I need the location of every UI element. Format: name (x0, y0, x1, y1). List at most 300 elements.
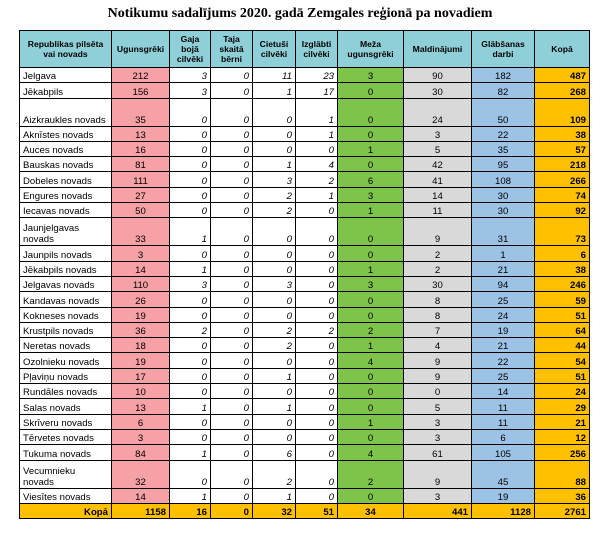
cell-gaja-boja: 0 (170, 460, 211, 488)
cell-gaja-boja: 0 (170, 292, 211, 307)
cell-kopa: 21 (535, 414, 590, 429)
cell-ugunsgreki: 27 (112, 187, 170, 202)
cell-cietusi: 0 (253, 246, 296, 261)
cell-glabsanas-darbi: 22 (472, 353, 535, 368)
cell-izglabti: 23 (296, 68, 338, 83)
cell-meza-ugunsgreki: 3 (338, 68, 404, 83)
cell-glabsanas-darbi: 31 (472, 218, 535, 246)
cell-meza-ugunsgreki: 1 (338, 261, 404, 276)
cell-izglabti: 1 (296, 126, 338, 141)
cell-ugunsgreki: 111 (112, 172, 170, 187)
cell-izglabti: 0 (296, 460, 338, 488)
cell-meza-ugunsgreki: 1 (338, 338, 404, 353)
cell-maldinajumi: 9 (404, 353, 472, 368)
cell-cietusi: 0 (253, 384, 296, 399)
cell-izglabti: 0 (296, 246, 338, 261)
cell-maldinajumi: 2 (404, 261, 472, 276)
table-row (20, 292, 590, 307)
cell-cietusi: 0 (253, 218, 296, 246)
cell-gaja-boja: 0 (170, 126, 211, 141)
cell-kopa: 218 (535, 157, 590, 172)
cell-gaja-boja: 0 (170, 338, 211, 353)
cell-meza-ugunsgreki: 4 (338, 353, 404, 368)
cell-glabsanas-darbi: 1 (472, 246, 535, 261)
cell-region-name: Auces novads (20, 141, 112, 156)
cell-izglabti: 0 (296, 261, 338, 276)
cell-region-name: Aknīstes novads (20, 126, 112, 141)
cell-glabsanas-darbi: 11 (472, 399, 535, 414)
cell-kopa: 54 (535, 353, 590, 368)
cell-cietusi: 3 (253, 172, 296, 187)
cell-kopa: 266 (535, 172, 590, 187)
cell-gaja-boja: 3 (170, 68, 211, 83)
cell-kopa: 51 (535, 368, 590, 383)
cell-region-name: Bauskas novads (20, 157, 112, 172)
cell-gaja-boja: 0 (170, 203, 211, 218)
cell-glabsanas-darbi: 30 (472, 187, 535, 202)
cell-izglabti: 0 (296, 218, 338, 246)
table-row (20, 83, 590, 98)
cell-cietusi: 1 (253, 368, 296, 383)
cell-region-name: Jaunpils novads (20, 246, 112, 261)
col-header-kopa: Kopā (535, 31, 590, 68)
cell-region-name: Salas novads (20, 399, 112, 414)
cell-gaja-boja: 2 (170, 322, 211, 337)
cell-berni: 0 (211, 261, 253, 276)
cell-cietusi: 0 (253, 414, 296, 429)
table-row (20, 322, 590, 337)
table-row (20, 141, 590, 156)
table-row (20, 384, 590, 399)
cell-region-name: Jaunjelgavas novads (20, 218, 112, 246)
total-row (20, 503, 590, 518)
cell-maldinajumi: 41 (404, 172, 472, 187)
cell-maldinajumi: 5 (404, 399, 472, 414)
table-row (20, 368, 590, 383)
cell-maldinajumi: 4 (404, 338, 472, 353)
cell-meza-ugunsgreki: 1 (338, 414, 404, 429)
table-body (20, 68, 590, 519)
cell-ugunsgreki: 110 (112, 276, 170, 291)
cell-region-name: Jēkabpils novads (20, 261, 112, 276)
table-row (20, 203, 590, 218)
table-row (20, 261, 590, 276)
cell-izglabti: 4 (296, 157, 338, 172)
total-label: Kopā (20, 503, 112, 518)
table-row (20, 276, 590, 291)
cell-kopa: 109 (535, 98, 590, 126)
cell-ugunsgreki: 10 (112, 384, 170, 399)
table-row (20, 429, 590, 444)
cell-gaja-boja: 1 (170, 488, 211, 503)
cell-gaja-boja: 1 (170, 261, 211, 276)
cell-meza-ugunsgreki: 3 (338, 187, 404, 202)
cell-maldinajumi: 30 (404, 276, 472, 291)
table-header (20, 31, 590, 68)
cell-maldinajumi: 3 (404, 126, 472, 141)
cell-meza-ugunsgreki: 0 (338, 83, 404, 98)
cell-berni: 0 (211, 276, 253, 291)
cell-region-name: Tukuma novads (20, 445, 112, 460)
table-row (20, 246, 590, 261)
cell-maldinajumi: 90 (404, 68, 472, 83)
cell-meza-ugunsgreki: 0 (338, 246, 404, 261)
cell-izglabti: 2 (296, 322, 338, 337)
cell-cietusi: 11 (253, 68, 296, 83)
cell-cietusi: 1 (253, 157, 296, 172)
cell-kopa: 487 (535, 68, 590, 83)
cell-izglabti: 0 (296, 429, 338, 444)
incidents-table (19, 30, 590, 519)
table-row (20, 460, 590, 488)
cell-ugunsgreki: 81 (112, 157, 170, 172)
cell-region-name: Aizkraukles novads (20, 98, 112, 126)
cell-glabsanas-darbi: 24 (472, 307, 535, 322)
cell-berni: 0 (211, 203, 253, 218)
cell-maldinajumi: 30 (404, 83, 472, 98)
cell-meza-ugunsgreki: 3 (338, 276, 404, 291)
cell-izglabti: 17 (296, 83, 338, 98)
cell-gaja-boja: 1 (170, 218, 211, 246)
cell-ugunsgreki: 50 (112, 203, 170, 218)
cell-maldinajumi: 5 (404, 141, 472, 156)
cell-izglabti: 0 (296, 338, 338, 353)
col-header-gaja-boja: Gaja bojā cilvēki (170, 31, 211, 68)
cell-ugunsgreki: 16 (112, 141, 170, 156)
col-header-maldinajumi: Maldinājumi (404, 31, 472, 68)
cell-izglabti: 1 (296, 98, 338, 126)
cell-ugunsgreki: 35 (112, 98, 170, 126)
cell-ugunsgreki: 84 (112, 445, 170, 460)
cell-region-name: Jelgava (20, 68, 112, 83)
cell-kopa: 256 (535, 445, 590, 460)
cell-kopa: 268 (535, 83, 590, 98)
cell-maldinajumi: 8 (404, 307, 472, 322)
cell-glabsanas-darbi: 11 (472, 414, 535, 429)
cell-izglabti: 0 (296, 368, 338, 383)
cell-ugunsgreki: 6 (112, 414, 170, 429)
cell-gaja-boja: 1 (170, 399, 211, 414)
cell-maldinajumi: 9 (404, 218, 472, 246)
cell-kopa: 36 (535, 488, 590, 503)
cell-glabsanas-darbi: 94 (472, 276, 535, 291)
cell-maldinajumi: 3 (404, 488, 472, 503)
table-row (20, 157, 590, 172)
cell-berni: 0 (211, 141, 253, 156)
cell-gaja-boja: 0 (170, 157, 211, 172)
cell-kopa: 12 (535, 429, 590, 444)
cell-region-name: Engures novads (20, 187, 112, 202)
cell-gaja-boja: 0 (170, 414, 211, 429)
cell-cietusi: 1 (253, 83, 296, 98)
cell-maldinajumi: 3 (404, 414, 472, 429)
cell-gaja-boja: 3 (170, 83, 211, 98)
cell-meza-ugunsgreki: 0 (338, 399, 404, 414)
cell-cietusi: 0 (253, 261, 296, 276)
cell-berni: 0 (211, 172, 253, 187)
table-row (20, 187, 590, 202)
cell-cietusi: 0 (253, 307, 296, 322)
cell-cietusi: 0 (253, 126, 296, 141)
table-row (20, 307, 590, 322)
cell-region-name: Dobeles novads (20, 172, 112, 187)
cell-cietusi: 2 (253, 322, 296, 337)
cell-meza-ugunsgreki: 0 (338, 157, 404, 172)
cell-maldinajumi: 42 (404, 157, 472, 172)
cell-cietusi: 2 (253, 460, 296, 488)
cell-region-name: Krustpils novads (20, 322, 112, 337)
cell-ugunsgreki: 18 (112, 338, 170, 353)
cell-ugunsgreki: 13 (112, 399, 170, 414)
cell-berni: 0 (211, 429, 253, 444)
cell-izglabti: 0 (296, 307, 338, 322)
cell-meza-ugunsgreki: 1 (338, 203, 404, 218)
cell-cietusi: 2 (253, 187, 296, 202)
cell-ugunsgreki: 36 (112, 322, 170, 337)
cell-glabsanas-darbi: 19 (472, 322, 535, 337)
cell-maldinajumi: 0 (404, 384, 472, 399)
cell-berni: 0 (211, 338, 253, 353)
cell-kopa: 51 (535, 307, 590, 322)
cell-izglabti: 0 (296, 141, 338, 156)
cell-berni: 0 (211, 157, 253, 172)
cell-berni: 0 (211, 187, 253, 202)
cell-kopa: 38 (535, 126, 590, 141)
table-row (20, 98, 590, 126)
cell-region-name: Neretas novads (20, 338, 112, 353)
table-row (20, 488, 590, 503)
cell-ugunsgreki: 33 (112, 218, 170, 246)
total-maldinajumi: 441 (404, 503, 472, 518)
cell-kopa: 38 (535, 261, 590, 276)
total-kopa: 2761 (535, 503, 590, 518)
cell-glabsanas-darbi: 21 (472, 338, 535, 353)
cell-berni: 0 (211, 246, 253, 261)
cell-maldinajumi: 9 (404, 368, 472, 383)
cell-meza-ugunsgreki: 0 (338, 384, 404, 399)
cell-berni: 0 (211, 460, 253, 488)
cell-glabsanas-darbi: 35 (472, 141, 535, 156)
cell-cietusi: 2 (253, 203, 296, 218)
total-ugunsgreki: 1158 (112, 503, 170, 518)
cell-maldinajumi: 7 (404, 322, 472, 337)
cell-cietusi: 1 (253, 488, 296, 503)
cell-ugunsgreki: 14 (112, 488, 170, 503)
cell-izglabti: 1 (296, 187, 338, 202)
cell-ugunsgreki: 32 (112, 460, 170, 488)
cell-gaja-boja: 3 (170, 276, 211, 291)
total-cietusi: 32 (253, 503, 296, 518)
cell-berni: 0 (211, 414, 253, 429)
total-izglabti: 51 (296, 503, 338, 518)
page-title: Notikumu sadalījums 2020. gadā Zemgales reģionā pa novadiem (107, 6, 493, 21)
cell-kopa: 74 (535, 187, 590, 202)
cell-izglabti: 0 (296, 292, 338, 307)
cell-meza-ugunsgreki: 0 (338, 488, 404, 503)
cell-izglabti: 0 (296, 488, 338, 503)
cell-glabsanas-darbi: 14 (472, 384, 535, 399)
cell-gaja-boja: 0 (170, 187, 211, 202)
total-meza-ugunsgreki: 34 (338, 503, 404, 518)
cell-maldinajumi: 14 (404, 187, 472, 202)
cell-kopa: 59 (535, 292, 590, 307)
cell-berni: 0 (211, 353, 253, 368)
col-header-meza-ugunsgreki: Meža ugunsgrēki (338, 31, 404, 68)
cell-maldinajumi: 24 (404, 98, 472, 126)
cell-izglabti: 2 (296, 172, 338, 187)
cell-berni: 0 (211, 384, 253, 399)
cell-izglabti: 0 (296, 276, 338, 291)
cell-kopa: 88 (535, 460, 590, 488)
col-header-glabsanas-darbi: Glābšanas darbi (472, 31, 535, 68)
cell-glabsanas-darbi: 25 (472, 368, 535, 383)
cell-gaja-boja: 0 (170, 307, 211, 322)
table-row (20, 445, 590, 460)
cell-region-name: Kandavas novads (20, 292, 112, 307)
cell-gaja-boja: 0 (170, 246, 211, 261)
cell-ugunsgreki: 3 (112, 429, 170, 444)
cell-ugunsgreki: 19 (112, 307, 170, 322)
total-glabsanas-darbi: 1128 (472, 503, 535, 518)
cell-maldinajumi: 3 (404, 429, 472, 444)
cell-meza-ugunsgreki: 2 (338, 460, 404, 488)
cell-kopa: 92 (535, 203, 590, 218)
cell-glabsanas-darbi: 19 (472, 488, 535, 503)
cell-region-name: Kokneses novads (20, 307, 112, 322)
cell-region-name: Vecumnieku novads (20, 460, 112, 488)
cell-berni: 0 (211, 368, 253, 383)
cell-gaja-boja: 0 (170, 429, 211, 444)
cell-berni: 0 (211, 68, 253, 83)
cell-gaja-boja: 0 (170, 353, 211, 368)
cell-kopa: 57 (535, 141, 590, 156)
cell-berni: 0 (211, 322, 253, 337)
cell-region-name: Skrīveru novads (20, 414, 112, 429)
cell-berni: 0 (211, 292, 253, 307)
cell-meza-ugunsgreki: 2 (338, 322, 404, 337)
cell-cietusi: 0 (253, 141, 296, 156)
cell-meza-ugunsgreki: 0 (338, 292, 404, 307)
cell-izglabti: 0 (296, 414, 338, 429)
cell-izglabti: 0 (296, 384, 338, 399)
cell-ugunsgreki: 26 (112, 292, 170, 307)
col-header-izglabti: Izglābti cilvēki (296, 31, 338, 68)
cell-cietusi: 6 (253, 445, 296, 460)
cell-glabsanas-darbi: 108 (472, 172, 535, 187)
cell-glabsanas-darbi: 45 (472, 460, 535, 488)
cell-kopa: 73 (535, 218, 590, 246)
cell-cietusi: 0 (253, 353, 296, 368)
cell-ugunsgreki: 17 (112, 368, 170, 383)
cell-glabsanas-darbi: 6 (472, 429, 535, 444)
cell-izglabti: 0 (296, 445, 338, 460)
cell-glabsanas-darbi: 95 (472, 157, 535, 172)
cell-berni: 0 (211, 83, 253, 98)
table-row (20, 399, 590, 414)
cell-ugunsgreki: 156 (112, 83, 170, 98)
cell-glabsanas-darbi: 30 (472, 203, 535, 218)
cell-kopa: 246 (535, 276, 590, 291)
cell-ugunsgreki: 14 (112, 261, 170, 276)
cell-maldinajumi: 8 (404, 292, 472, 307)
cell-berni: 0 (211, 126, 253, 141)
cell-meza-ugunsgreki: 6 (338, 172, 404, 187)
cell-region-name: Jelgavas novads (20, 276, 112, 291)
cell-ugunsgreki: 3 (112, 246, 170, 261)
cell-gaja-boja: 0 (170, 368, 211, 383)
cell-glabsanas-darbi: 50 (472, 98, 535, 126)
cell-meza-ugunsgreki: 0 (338, 98, 404, 126)
cell-berni: 0 (211, 445, 253, 460)
cell-meza-ugunsgreki: 0 (338, 307, 404, 322)
cell-ugunsgreki: 212 (112, 68, 170, 83)
cell-maldinajumi: 2 (404, 246, 472, 261)
cell-berni: 0 (211, 218, 253, 246)
cell-maldinajumi: 61 (404, 445, 472, 460)
table-row (20, 338, 590, 353)
cell-meza-ugunsgreki: 4 (338, 445, 404, 460)
cell-region-name: Rundāles novads (20, 384, 112, 399)
cell-region-name: Ozolnieku novads (20, 353, 112, 368)
cell-meza-ugunsgreki: 1 (338, 141, 404, 156)
cell-berni: 0 (211, 399, 253, 414)
cell-gaja-boja: 0 (170, 98, 211, 126)
cell-berni: 0 (211, 307, 253, 322)
cell-gaja-boja: 1 (170, 445, 211, 460)
cell-gaja-boja: 0 (170, 384, 211, 399)
cell-ugunsgreki: 13 (112, 126, 170, 141)
cell-region-name: Iecavas novads (20, 203, 112, 218)
table-row (20, 68, 590, 83)
cell-maldinajumi: 9 (404, 460, 472, 488)
cell-cietusi: 0 (253, 98, 296, 126)
cell-cietusi: 0 (253, 292, 296, 307)
cell-izglabti: 0 (296, 353, 338, 368)
cell-region-name: Jēkabpils (20, 83, 112, 98)
cell-glabsanas-darbi: 22 (472, 126, 535, 141)
cell-maldinajumi: 11 (404, 203, 472, 218)
cell-kopa: 29 (535, 399, 590, 414)
cell-cietusi: 2 (253, 338, 296, 353)
table-row (20, 172, 590, 187)
cell-cietusi: 0 (253, 429, 296, 444)
cell-cietusi: 3 (253, 276, 296, 291)
cell-cietusi: 1 (253, 399, 296, 414)
cell-berni: 0 (211, 488, 253, 503)
cell-meza-ugunsgreki: 0 (338, 429, 404, 444)
col-header-cietusi: Cietuši cilvēki (253, 31, 296, 68)
col-header-berni: Taja skaitā bērni (211, 31, 253, 68)
cell-izglabti: 0 (296, 399, 338, 414)
cell-ugunsgreki: 19 (112, 353, 170, 368)
cell-glabsanas-darbi: 21 (472, 261, 535, 276)
cell-meza-ugunsgreki: 0 (338, 218, 404, 246)
cell-region-name: Tērvetes novads (20, 429, 112, 444)
table-row (20, 218, 590, 246)
cell-region-name: Pļaviņu novads (20, 368, 112, 383)
cell-glabsanas-darbi: 182 (472, 68, 535, 83)
table-row (20, 126, 590, 141)
total-berni: 0 (211, 503, 253, 518)
col-header-ugunsgreki: Ugunsgrēki (112, 31, 170, 68)
cell-kopa: 44 (535, 338, 590, 353)
cell-gaja-boja: 0 (170, 172, 211, 187)
cell-glabsanas-darbi: 25 (472, 292, 535, 307)
cell-kopa: 64 (535, 322, 590, 337)
cell-berni: 0 (211, 98, 253, 126)
cell-kopa: 6 (535, 246, 590, 261)
cell-gaja-boja: 0 (170, 141, 211, 156)
